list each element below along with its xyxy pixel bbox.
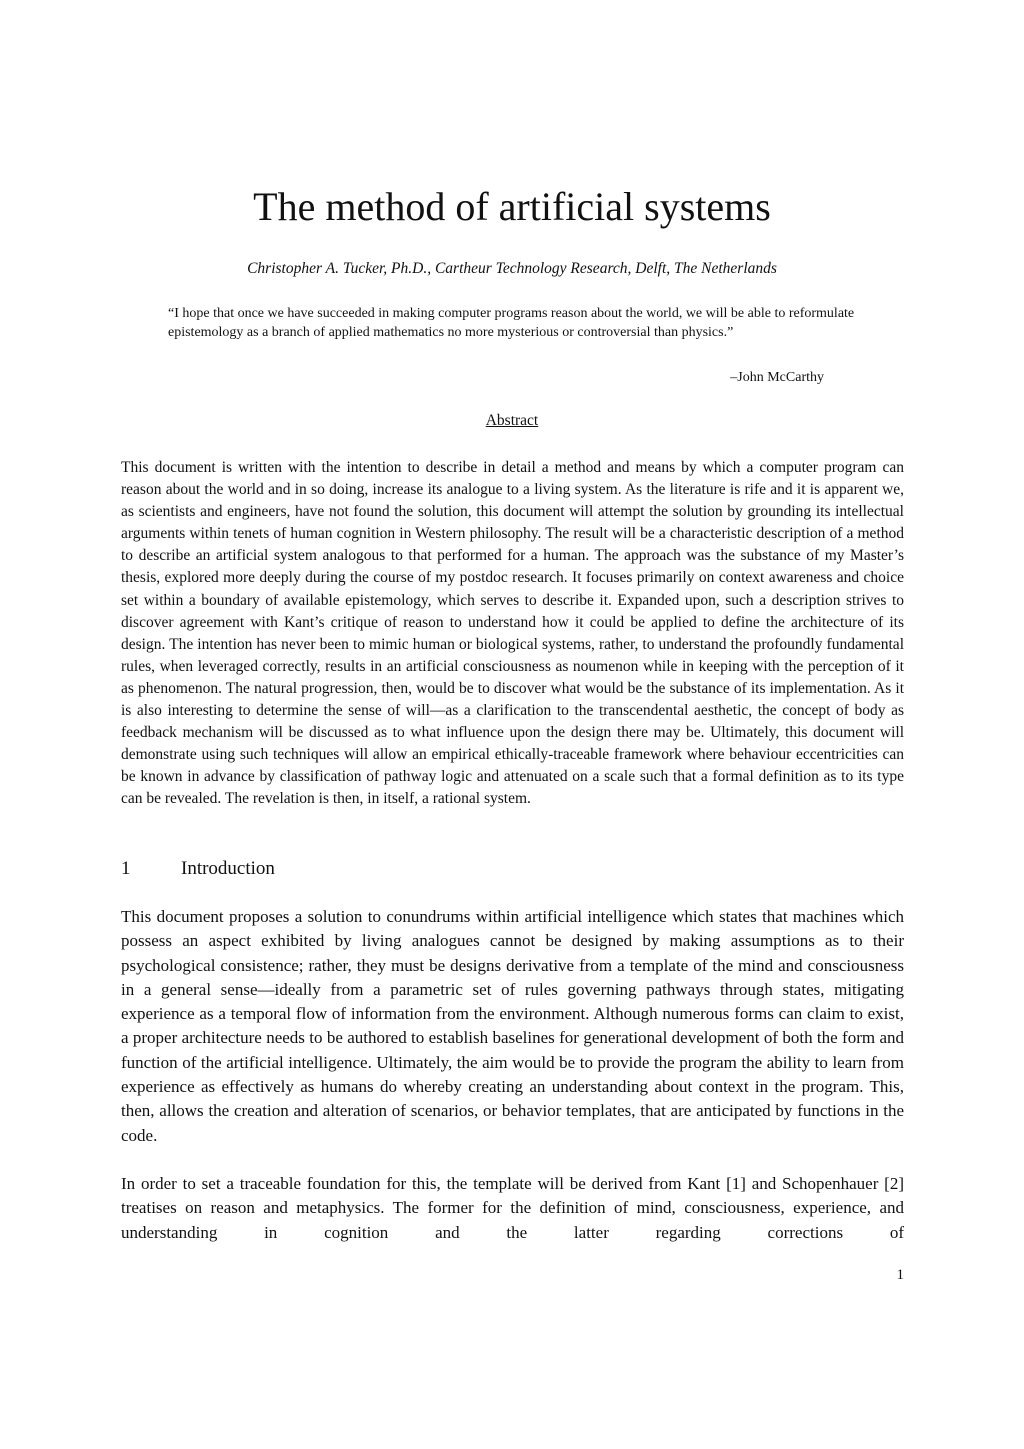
intro-paragraph-2: In order to set a traceable foundation for this, the template will be derived from Kant [1] and Schopenhauer [2] treatises on reason and metaphysics. The former for the definition of mind, consciousness, experience, and understanding in cognition and the latter regarding corrections of: [121, 1174, 904, 1242]
section-heading-introduction: [121, 857, 275, 881]
paper-title: The method of artificial systems: [253, 184, 771, 229]
abstract-heading: Abstract: [485, 412, 539, 429]
section-title: Introduction: [181, 858, 275, 879]
intro-paragraph-1: This document proposes a solution to conundrums within artificial intelligence which states that machines which possess an aspect exhibited by living analogues cannot be designed by making assumptions as to their psychological consistence; rather, they must be designs derivative from a template of the mind and consciousness in a general sense—ideally from a parametric set of rules governing pathways through states, mitigating experience as a temporal flow of information from the environment. Although numerous forms can claim to exist, a proper architecture needs to be authored to establish baselines for generational development of both the form and function of the artificial intelligence. Ultimately, the aim would be to provide the program the ability to learn from experience as effectively as humans do whereby creating an understanding about context in the program. This, then, allows the creation and alteration of scenarios, or behavior templates, that are anticipated by functions in the code.: [121, 907, 904, 1145]
epigraph-quote: “I hope that once we have succeeded in making computer programs reason about the world, we will be able to reformulate epistemology as a branch of applied mathematics no more mysterious or controversial than physics.”: [168, 306, 855, 340]
abstract-text: This document is written with the intention to describe in detail a method and means by which a computer program can reason about the world and in so doing, increase its analogue to a living system. As the literature is rife and it is apparent we, as scientists and engineers, have not found the solution, this document will attempt the solution by grounding its intellectual arguments within tenets of human cognition in Western philosophy. The result will be a characteristic description of a method to describe an artificial system analogous to that performed for a human. The approach was the substance of my Master’s thesis, explored more deeply during the course of my postdoc research. It focuses primarily on context awareness and choice set within a boundary of available epistemology, which serves to describe it. Expanded upon, such a description strives to discover agreement with Kant’s critique of reason to understand how it could be applied to define the architecture of its design. The intention has never been to mimic human or biological systems, rather, to understand the profoundly fundamental rules, when leveraged correctly, results in an artificial consciousness as noumenon while in keeping with the perception of it as phenomenon. The natural progression, then, would be to discover what would be the substance of its implementation. As it is also interesting to determine the sense of will—as a clarification to the transcendental aesthetic, the concept of body as feedback mechanism will be discussed as to what influence upon the design there may be. Ultimately, this document will demonstrate using such techniques will allow an empirical ethically-traceable framework where behaviour eccentricities can be known in advance by classification of pathway logic and attenuated on a scale such that a formal definition as to its type can be revealed. The revelation is then, in itself, a rational system.: [121, 459, 904, 808]
section-number: 1: [121, 858, 131, 879]
epigraph-attribution: –John McCarthy: [730, 370, 824, 385]
author-affiliation: Christopher A. Tucker, Ph.D., Cartheur Technology Research, Delft, The Netherlands: [247, 260, 777, 277]
page-number: 1: [896, 1267, 904, 1283]
